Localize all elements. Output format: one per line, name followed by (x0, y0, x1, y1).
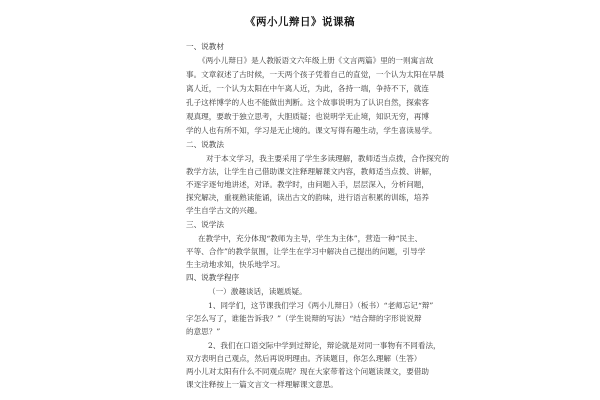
paragraph-line: 在教学中，充分体现“教师为主导，学生为主体”，营造一种“民主、 (198, 234, 423, 243)
paragraph-line: 《两小儿辩日》是人教版语文六年级上册《文言两篇》里的一则寓言故 (198, 56, 434, 65)
subsection-heading: （一）激趣谈话，读题质疑。 (208, 287, 307, 296)
section-heading-learning-method: 三、说学法 (186, 220, 224, 229)
paragraph-line: 双方表明自己观点，然后再说明理由。齐读题目，你怎么理解（生答） (186, 354, 422, 363)
paragraph-line: 孔子这样博学的人也不能做出判断。这个故事说明为了认识自然，探索客 (186, 98, 429, 107)
paragraph-line: 不逐字逐句地讲述，对译。教学时，由问题入手，层层深入，分析问题， (186, 180, 429, 189)
paragraph-line: 平等、合作”的教学氛围，让学生在学习中解决自己提出的问题，引导学 (186, 247, 426, 256)
paragraph-line: 教学方法，让学生自己借助课文注释理解课文内容，教师适当点拨、讲解， (186, 167, 437, 176)
paragraph-line: 字怎么写了，谁能告诉我？”（学生说辩的写法）“结合辩的字形说说辩 (186, 314, 422, 323)
paragraph-line: 2、我们在口语交际中学到过辩论，辩论就是对同一事物有不同看法， (208, 341, 441, 350)
paragraph-line: 离人近，一个认为太阳在中午离人近，为此，各持一端，争持不下，就连 (186, 84, 429, 93)
paragraph-line: 事。文章叙述了古时候，一天两个孩子凭着自己的直觉，一个认为太阳在早晨 (186, 70, 445, 79)
paragraph-line: 观真理，要敢于独立思考，大胆质疑；也说明学无止境，知识无穷，再博 (186, 112, 429, 121)
paragraph-line: 学的人也有所不知，学习是无止境的。课文写得有趣生动，学生喜读易学。 (186, 126, 437, 135)
paragraph-line: 课文注释按上一篇文言文一样理解课文意思。 (186, 380, 338, 389)
page-title: 《两小儿辩日》说课稿 (245, 16, 355, 28)
paragraph-line: 的意思？” (186, 327, 221, 336)
paragraph-line: 1、同学们，这节课我们学习《两小儿辩日》（板书）“老师忘记“辩” (208, 301, 434, 310)
section-heading-teaching-procedure: 四、说教学程序 (186, 273, 240, 282)
paragraph-line: 探究解决，重视熟读能诵，读出古文的韵味，进行语言积累的训练，培养 (186, 193, 429, 202)
paragraph-line: 学生自学古文的兴趣。 (186, 206, 262, 215)
paragraph-line: 生主动地求知，快乐地学习。 (186, 260, 285, 269)
paragraph-line: 对于本文学习，我主要采用了学生多读理解，教师适当点拨，合作探究的 (206, 154, 449, 163)
section-heading-teaching-method: 二、说教法 (186, 140, 224, 149)
paragraph-line: 两小儿对太阳有什么不同观点呢？现在大家带着这个问题读课文，要借助 (186, 367, 429, 376)
section-heading-teaching-material: 一、说教材 (186, 42, 224, 51)
